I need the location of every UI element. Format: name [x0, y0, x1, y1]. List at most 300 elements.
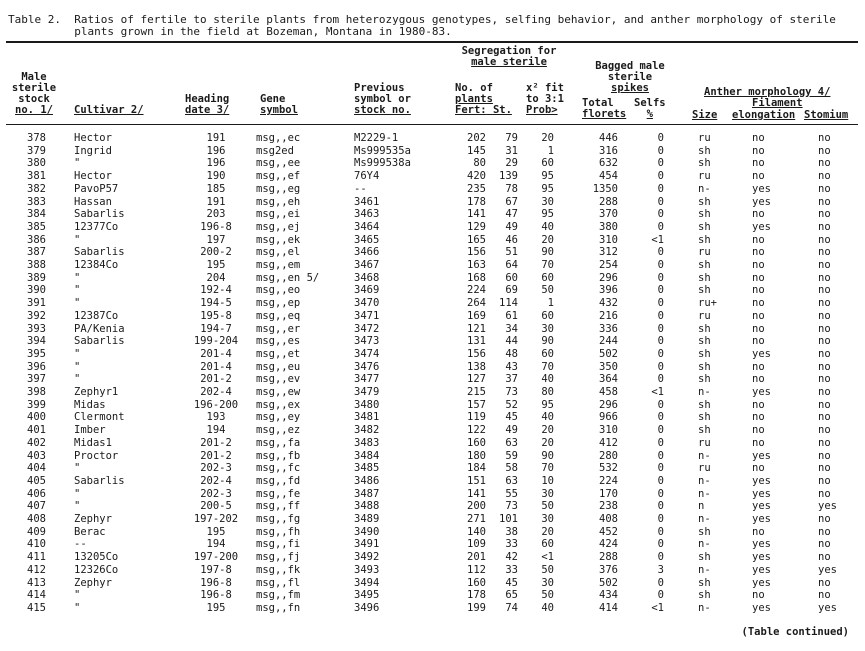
cell-stomium: no: [818, 474, 831, 487]
cell-selfs: 0: [657, 551, 664, 564]
cell-heading: 196: [206, 144, 226, 157]
cell-sterile: 79: [505, 132, 518, 144]
cell-fert: 80: [473, 157, 486, 170]
cell-prob: 70: [541, 360, 554, 373]
cell-heading: 201-2: [200, 436, 232, 449]
cell-sterile: 101: [499, 513, 518, 525]
cell-cultivar: PavoP57: [74, 182, 119, 195]
cell-selfs: 0: [657, 500, 664, 513]
table-row: [0, 170, 865, 183]
cell-stomium: no: [818, 576, 831, 589]
cell-selfs: 0: [657, 195, 664, 208]
cell-fert: 129: [467, 220, 486, 233]
header-stock-2: sterile: [11, 82, 57, 94]
cell-fert: 199: [467, 601, 486, 614]
cell-florets: 350: [599, 360, 618, 373]
cell-selfs: 0: [657, 220, 664, 233]
cell-fert: 121: [467, 322, 486, 335]
cell-prob: 10: [541, 474, 554, 487]
cell-selfs: 0: [657, 360, 664, 373]
cell-size: n-: [698, 563, 711, 576]
cell-stomium: yes: [818, 500, 837, 513]
cell-selfs: 3: [657, 563, 664, 576]
header-total: [582, 98, 626, 120]
cell-sterile: 46: [505, 233, 518, 246]
cell-cultivar: ": [74, 233, 81, 246]
cell-previous: 3470: [354, 297, 380, 310]
cell-florets: 412: [599, 436, 618, 449]
cell-previous: 3495: [354, 589, 380, 602]
cell-elongation: no: [752, 132, 765, 144]
cell-selfs: 0: [657, 373, 664, 386]
cell-selfs: 0: [657, 576, 664, 589]
cell-cultivar: Zephyr1: [74, 386, 119, 398]
cell-florets: 376: [599, 563, 618, 576]
cell-stock: 391: [27, 297, 46, 310]
header-plants-2: plants: [455, 93, 493, 105]
header-bagged-3: spikes: [611, 82, 649, 94]
cell-heading: 197-8: [200, 563, 232, 576]
cell-size: ru: [698, 132, 711, 144]
cell-prob: 60: [541, 538, 554, 551]
caption-line-1: Table 2. Ratios of fertile to sterile plants from heterozygous genotypes, selfing behavior, and anther morphology of sterile: [8, 13, 836, 26]
cell-stock: 378: [27, 132, 46, 144]
cell-prob: <1: [541, 551, 554, 564]
cell-gene: msg,,et: [256, 347, 301, 360]
cell-sterile: 48: [505, 347, 518, 360]
cell-gene: msg,,fh: [256, 525, 301, 538]
cell-stomium: no: [818, 449, 831, 462]
cell-gene: msg,,eh: [256, 195, 301, 208]
cell-stomium: no: [818, 182, 831, 195]
cell-stock: 387: [27, 246, 46, 259]
cell-florets: 216: [599, 309, 618, 322]
cell-gene: msg,,ep: [256, 297, 301, 310]
cell-elongation: no: [752, 335, 765, 348]
cell-size: n-: [698, 487, 711, 500]
header-segregation-1: Segregation for: [461, 45, 557, 57]
cell-heading: 194-7: [200, 322, 232, 335]
cell-prob: 95: [541, 208, 554, 221]
cell-selfs: 0: [657, 182, 664, 195]
table-row: [0, 157, 865, 170]
cell-previous: 3492: [354, 551, 380, 564]
header-anther: Anther morphology 4/: [704, 86, 831, 98]
cell-heading: 202-4: [200, 474, 232, 487]
header-selfs: [634, 98, 666, 120]
cell-sterile: 69: [505, 284, 518, 297]
header-elongation: elongation: [732, 109, 796, 121]
cell-heading: 200-5: [200, 500, 232, 513]
cell-heading: 195-8: [200, 309, 232, 322]
cell-stock: 390: [27, 284, 46, 297]
header-selfs-1: Selfs: [634, 97, 666, 109]
cell-sterile: 55: [505, 487, 518, 500]
cell-selfs: 0: [657, 246, 664, 259]
cell-prob: 50: [541, 563, 554, 576]
table-row: [0, 323, 865, 336]
cell-florets: 310: [599, 233, 618, 246]
cell-size: sh: [698, 271, 711, 284]
cell-cultivar: Berac: [74, 525, 106, 538]
cell-elongation: yes: [752, 347, 771, 360]
cell-gene: msg,,em: [256, 259, 301, 271]
cell-previous: 3490: [354, 525, 380, 538]
cell-stomium: yes: [818, 563, 837, 576]
cell-size: sh: [698, 233, 711, 246]
cell-stomium: no: [818, 347, 831, 360]
cell-selfs: 0: [657, 411, 664, 424]
cell-stock: 408: [27, 513, 46, 525]
table-row: [0, 577, 865, 590]
cell-fert: 157: [467, 398, 486, 411]
cell-prob: 40: [541, 411, 554, 424]
cell-stock: 399: [27, 398, 46, 411]
cell-prob: 60: [541, 157, 554, 170]
cell-previous: 3468: [354, 271, 380, 284]
cell-sterile: 45: [505, 576, 518, 589]
header-previous-3: stock no.: [354, 104, 411, 116]
cell-fert: 420: [467, 170, 486, 183]
table-row: [0, 411, 865, 424]
header-fert: Fert:: [455, 104, 487, 116]
cell-prob: 20: [541, 424, 554, 437]
table-row: [0, 310, 865, 323]
table-continued-note: (Table continued): [741, 626, 849, 638]
cell-stomium: no: [818, 538, 831, 551]
cell-heading: 201-4: [200, 360, 232, 373]
cell-stomium: no: [818, 589, 831, 602]
cell-stomium: no: [818, 525, 831, 538]
table-row: [0, 602, 865, 615]
cell-prob: 50: [541, 284, 554, 297]
cell-elongation: no: [752, 246, 765, 259]
cell-gene: msg,,el: [256, 246, 301, 259]
cell-florets: 434: [599, 589, 618, 602]
cell-selfs: 0: [657, 170, 664, 183]
cell-florets: 502: [599, 576, 618, 589]
cell-selfs: 0: [657, 513, 664, 525]
cell-prob: 60: [541, 309, 554, 322]
cell-stomium: no: [818, 157, 831, 170]
cell-stomium: no: [818, 513, 831, 525]
cell-florets: 254: [599, 259, 618, 271]
cell-size: ru: [698, 246, 711, 259]
cell-sterile: 43: [505, 360, 518, 373]
cell-prob: 30: [541, 195, 554, 208]
cell-previous: 3472: [354, 322, 380, 335]
cell-cultivar: 12387Co: [74, 309, 119, 322]
cell-heading: 200-2: [200, 246, 232, 259]
cell-size: ru: [698, 462, 711, 475]
cell-florets: 238: [599, 500, 618, 513]
cell-sterile: 67: [505, 195, 518, 208]
cell-cultivar: Midas1: [74, 436, 112, 449]
cell-prob: 20: [541, 436, 554, 449]
cell-previous: 3469: [354, 284, 380, 297]
cell-selfs: 0: [657, 132, 664, 144]
cell-gene: msg,,eo: [256, 284, 301, 297]
cell-heading: 191: [206, 195, 226, 208]
header-st: St.: [492, 104, 512, 116]
cell-fert: 112: [467, 563, 486, 576]
cell-previous: 76Y4: [354, 170, 380, 183]
table-row: [0, 589, 865, 602]
cell-selfs: 0: [657, 462, 664, 475]
header-plants-1: No. of: [455, 82, 493, 94]
cell-elongation: no: [752, 284, 765, 297]
cell-fert: 131: [467, 335, 486, 348]
cell-gene: msg,,ew: [256, 386, 301, 398]
cell-size: ru+: [698, 297, 717, 310]
cell-previous: 3488: [354, 500, 380, 513]
cell-heading: 191: [206, 132, 226, 144]
cell-sterile: 60: [505, 271, 518, 284]
cell-gene: msg,,fi: [256, 538, 301, 551]
cell-gene: msg,,ek: [256, 233, 301, 246]
cell-cultivar: Zephyr: [74, 513, 112, 525]
cell-sterile: 33: [505, 563, 518, 576]
cell-gene: msg,,eq: [256, 309, 301, 322]
header-bagged-1: Bagged male: [595, 60, 665, 72]
cell-sterile: 63: [505, 474, 518, 487]
header-chi-3: Prob>: [526, 104, 558, 116]
cell-gene: msg,,ej: [256, 220, 301, 233]
cell-cultivar: --: [74, 538, 87, 551]
cell-gene: msg,,ez: [256, 424, 301, 437]
cell-heading: 194: [206, 538, 226, 551]
cell-cultivar: ": [74, 601, 81, 614]
cell-selfs: 0: [657, 487, 664, 500]
cell-elongation: no: [752, 157, 765, 170]
cell-previous: 3494: [354, 576, 380, 589]
cell-cultivar: ": [74, 157, 81, 170]
header-stock-3: stock: [18, 93, 50, 105]
cell-stomium: no: [818, 246, 831, 259]
cell-prob: 95: [541, 170, 554, 183]
cell-selfs: 0: [657, 309, 664, 322]
cell-fert: 202: [467, 132, 486, 144]
cell-cultivar: 13205Co: [74, 551, 119, 564]
cell-gene: msg,,fj: [256, 551, 301, 564]
cell-stomium: no: [818, 398, 831, 411]
cell-heading: 192-4: [200, 284, 232, 297]
cell-size: n-: [698, 182, 711, 195]
cell-stomium: no: [818, 309, 831, 322]
cell-size: n-: [698, 513, 711, 525]
cell-stomium: no: [818, 284, 831, 297]
cell-cultivar: ": [74, 373, 81, 386]
cell-heading: 203: [206, 208, 226, 221]
cell-stomium: no: [818, 271, 831, 284]
cell-cultivar: ": [74, 360, 81, 373]
cell-size: sh: [698, 398, 711, 411]
cell-stomium: no: [818, 144, 831, 157]
cell-cultivar: Hector: [74, 132, 112, 144]
cell-size: sh: [698, 525, 711, 538]
header-plants: [455, 83, 512, 116]
cell-prob: 30: [541, 322, 554, 335]
cell-cultivar: Proctor: [74, 449, 119, 462]
table-row: [0, 208, 865, 221]
cell-stock: 401: [27, 424, 46, 437]
cell-prob: 90: [541, 246, 554, 259]
cell-selfs: 0: [657, 538, 664, 551]
cell-gene: msg,,fe: [256, 487, 301, 500]
cell-fert: 138: [467, 360, 486, 373]
cell-previous: 3487: [354, 487, 380, 500]
cell-stock: 398: [27, 386, 46, 398]
cell-selfs: 0: [657, 144, 664, 157]
cell-previous: 3477: [354, 373, 380, 386]
cell-heading: 190: [206, 170, 226, 183]
cell-previous: 3496: [354, 601, 380, 614]
cell-heading: 202-3: [200, 487, 232, 500]
cell-cultivar: ": [74, 589, 81, 602]
cell-fert: 169: [467, 309, 486, 322]
cell-stock: 386: [27, 233, 46, 246]
cell-gene: msg,,fn: [256, 601, 301, 614]
cell-elongation: no: [752, 170, 765, 183]
header-cultivar: Cultivar 2/: [74, 104, 144, 116]
cell-florets: 502: [599, 347, 618, 360]
cell-cultivar: Clermont: [74, 411, 125, 424]
cell-size: ru: [698, 309, 711, 322]
cell-size: sh: [698, 373, 711, 386]
cell-selfs: 0: [657, 297, 664, 310]
cell-elongation: no: [752, 411, 765, 424]
table-row: [0, 500, 865, 513]
cell-heading: 195: [206, 259, 226, 271]
cell-elongation: yes: [752, 487, 771, 500]
cell-gene: msg2ed: [256, 144, 294, 157]
cell-heading: 195: [206, 601, 226, 614]
cell-florets: 414: [599, 601, 618, 614]
cell-elongation: no: [752, 144, 765, 157]
header-selfs-2: %: [646, 108, 653, 120]
cell-stomium: no: [818, 195, 831, 208]
cell-stock: 412: [27, 563, 46, 576]
cell-elongation: no: [752, 398, 765, 411]
cell-gene: msg,,fl: [256, 576, 301, 589]
header-bagged: [582, 61, 678, 94]
cell-sterile: 59: [505, 449, 518, 462]
cell-size: n-: [698, 474, 711, 487]
cell-elongation: yes: [752, 601, 771, 614]
cell-sterile: 34: [505, 322, 518, 335]
cell-stock: 406: [27, 487, 46, 500]
cell-previous: 3489: [354, 513, 380, 525]
cell-size: sh: [698, 220, 711, 233]
header-gene-1: Gene: [260, 93, 286, 105]
cell-cultivar: Sabarlis: [74, 246, 125, 259]
table-row: [0, 488, 865, 501]
cell-gene: msg,,fc: [256, 462, 301, 475]
cell-selfs: <1: [651, 601, 664, 614]
cell-previous: 3484: [354, 449, 380, 462]
cell-sterile: 74: [505, 601, 518, 614]
caption-line-2: plants grown in the field at Bozeman, Montana in 1980-83.: [8, 25, 452, 38]
cell-selfs: 0: [657, 347, 664, 360]
cell-previous: M2229-1: [354, 132, 399, 144]
cell-selfs: 0: [657, 449, 664, 462]
cell-florets: 244: [599, 335, 618, 348]
cell-selfs: 0: [657, 259, 664, 271]
cell-sterile: 58: [505, 462, 518, 475]
cell-florets: 458: [599, 386, 618, 398]
cell-size: n-: [698, 601, 711, 614]
cell-size: sh: [698, 576, 711, 589]
cell-stock: 409: [27, 525, 46, 538]
cell-cultivar: Ingrid: [74, 144, 112, 157]
cell-sterile: 49: [505, 220, 518, 233]
cell-fert: 141: [467, 208, 486, 221]
cell-sterile: 45: [505, 411, 518, 424]
table-row: [0, 132, 865, 145]
cell-fert: 122: [467, 424, 486, 437]
cell-gene: msg,,fa: [256, 436, 301, 449]
cell-fert: 151: [467, 474, 486, 487]
cell-elongation: yes: [752, 500, 771, 513]
table-row: [0, 399, 865, 412]
cell-selfs: 0: [657, 157, 664, 170]
cell-selfs: 0: [657, 525, 664, 538]
cell-stock: 404: [27, 462, 46, 475]
table-row: [0, 361, 865, 374]
cell-fert: 264: [467, 297, 486, 310]
cell-stock: 400: [27, 411, 46, 424]
cell-size: sh: [698, 411, 711, 424]
cell-florets: 446: [599, 132, 618, 144]
cell-size: sh: [698, 360, 711, 373]
cell-gene: msg,,ey: [256, 411, 301, 424]
cell-stock: 389: [27, 271, 46, 284]
table-row: [0, 246, 865, 259]
header-gene: [260, 94, 298, 116]
header-stock-4: no. 1/: [15, 104, 53, 116]
cell-selfs: 0: [657, 271, 664, 284]
cell-stomium: no: [818, 233, 831, 246]
header-filament: Filament: [752, 97, 803, 109]
cell-elongation: yes: [752, 182, 771, 195]
cell-elongation: no: [752, 462, 765, 475]
table-row: [0, 348, 865, 361]
cell-size: sh: [698, 157, 711, 170]
cell-sterile: 78: [505, 182, 518, 195]
cell-gene: msg,,fb: [256, 449, 301, 462]
cell-elongation: no: [752, 322, 765, 335]
cell-florets: 316: [599, 144, 618, 157]
cell-size: sh: [698, 424, 711, 437]
cell-stomium: no: [818, 462, 831, 475]
header-previous: [354, 83, 411, 116]
cell-heading: 196-8: [200, 576, 232, 589]
cell-previous: 3476: [354, 360, 380, 373]
table-row: [0, 335, 865, 348]
header-segregation: [446, 46, 572, 68]
cell-florets: 288: [599, 551, 618, 564]
cell-sterile: 52: [505, 398, 518, 411]
cell-prob: 40: [541, 220, 554, 233]
cell-florets: 454: [599, 170, 618, 183]
cell-size: sh: [698, 347, 711, 360]
cell-stock: 381: [27, 170, 46, 183]
table-row: [0, 284, 865, 297]
cell-fert: 145: [467, 144, 486, 157]
cell-gene: msg,,es: [256, 335, 301, 348]
header-stock: [10, 72, 58, 116]
cell-gene: msg,,ev: [256, 373, 301, 386]
